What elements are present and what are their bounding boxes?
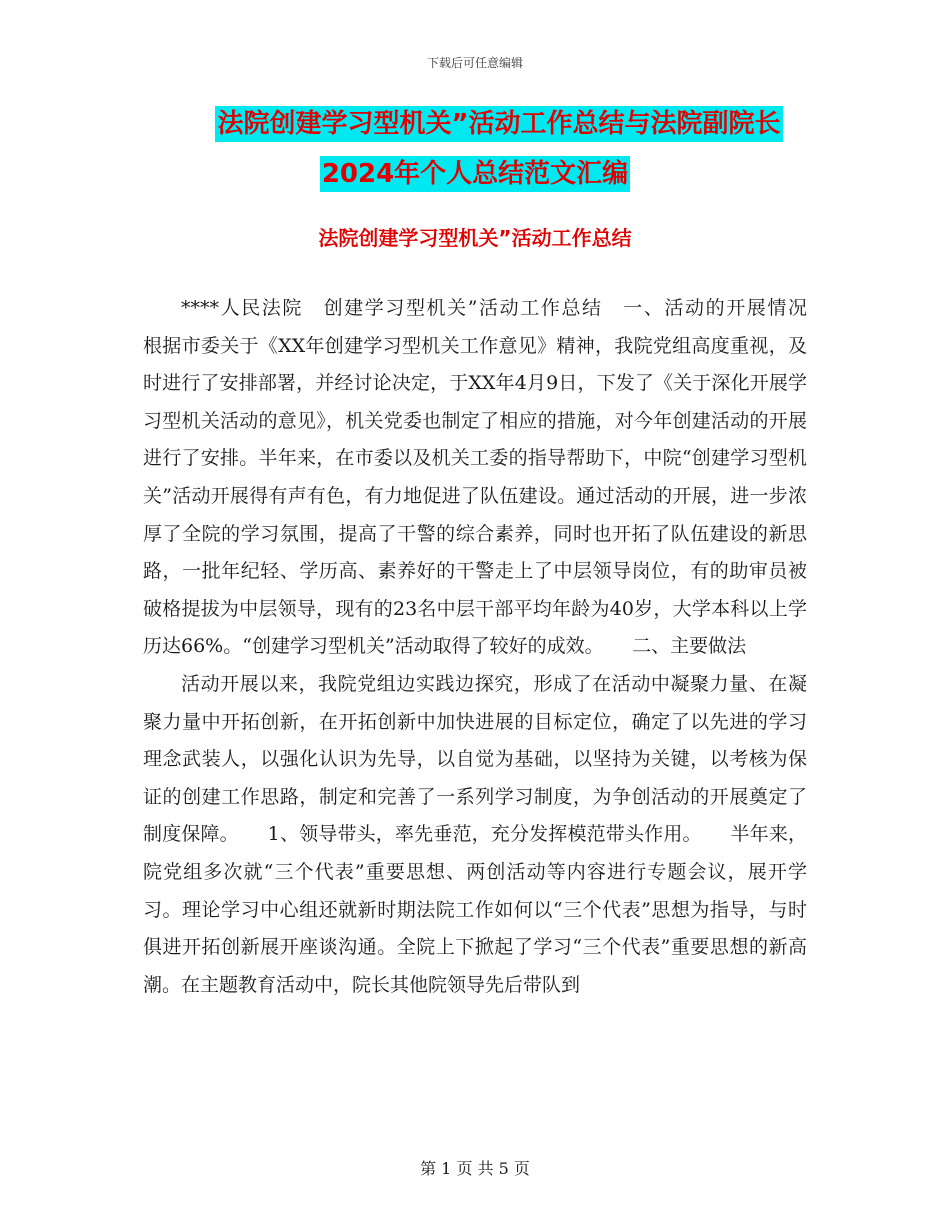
title-line-1: 法院创建学习型机关”活动工作总结与法院副院长 <box>215 106 782 142</box>
title-line-2: 2024年个人总结范文汇编 <box>320 156 630 192</box>
document-title <box>0 106 950 192</box>
document-body <box>143 290 846 1004</box>
body-paragraph-2: 活动开展以来，我院党组边实践边探究，形成了在活动中凝聚力量、在凝聚力量中开拓创新，在开拓创新中加快进展的目标定位，确定了以先进的学习理念武装人，以强化认识为先导，以自觉为基础，以坚持为关键，以考核为保证的创建工作思路，制定和完善了一系列学习制度，为争创活动的开展奠定了制度保障。 1、领导带头，率先垂范，充分发挥模范带头作用。 半年来，院党组多次就“三个代表”重要思想、两创活动等内容进行专题会议，展开学习。理论学习中心组还就新时期法院工作如何以“三个代表”思想为指导，与时俱进开拓创新展开座谈沟通。全院上下掀起了学习“三个代表”重要思想的新高潮。在主题教育活动中，院长其他院领导先后带队到 <box>143 672 807 996</box>
page-footer: 第 1 页 共 5 页 <box>420 1159 530 1178</box>
body-paragraph-1: ****人民法院 创建学习型机关”活动工作总结 一、活动的开展情况 根据市委关于《XX年创建学习型机关工作意见》精神，我院党组高度重视，及时进行了安排部署，并经讨论决定，于XX年4月9日，下发了《关于深化开展学习型机关活动的意见》，机关党委也制定了相应的措施，对今年创建活动的开展进行了安排。半年来，在市委以及机关工委的指导帮助下，中院“创建学习型机关”活动开展得有声有色，有力地促进了队伍建设。通过活动的开展，进一步浓厚了全院的学习氛围，提高了干警的综合素养，同时也开拓了队伍建设的新思路，一批年纪轻、学历高、素养好的干警走上了中层领导岗位，有的助审员被破格提拔为中层领导，现有的23名中层干部平均年龄为40岁，大学本科以上学历达66%。“创建学习型机关”活动取得了较好的成效。 二、主要做法 <box>143 297 846 658</box>
section-title: 法院创建学习型机关”活动工作总结 <box>318 226 632 250</box>
header-note: 下载后可任意编辑 <box>426 56 523 70</box>
